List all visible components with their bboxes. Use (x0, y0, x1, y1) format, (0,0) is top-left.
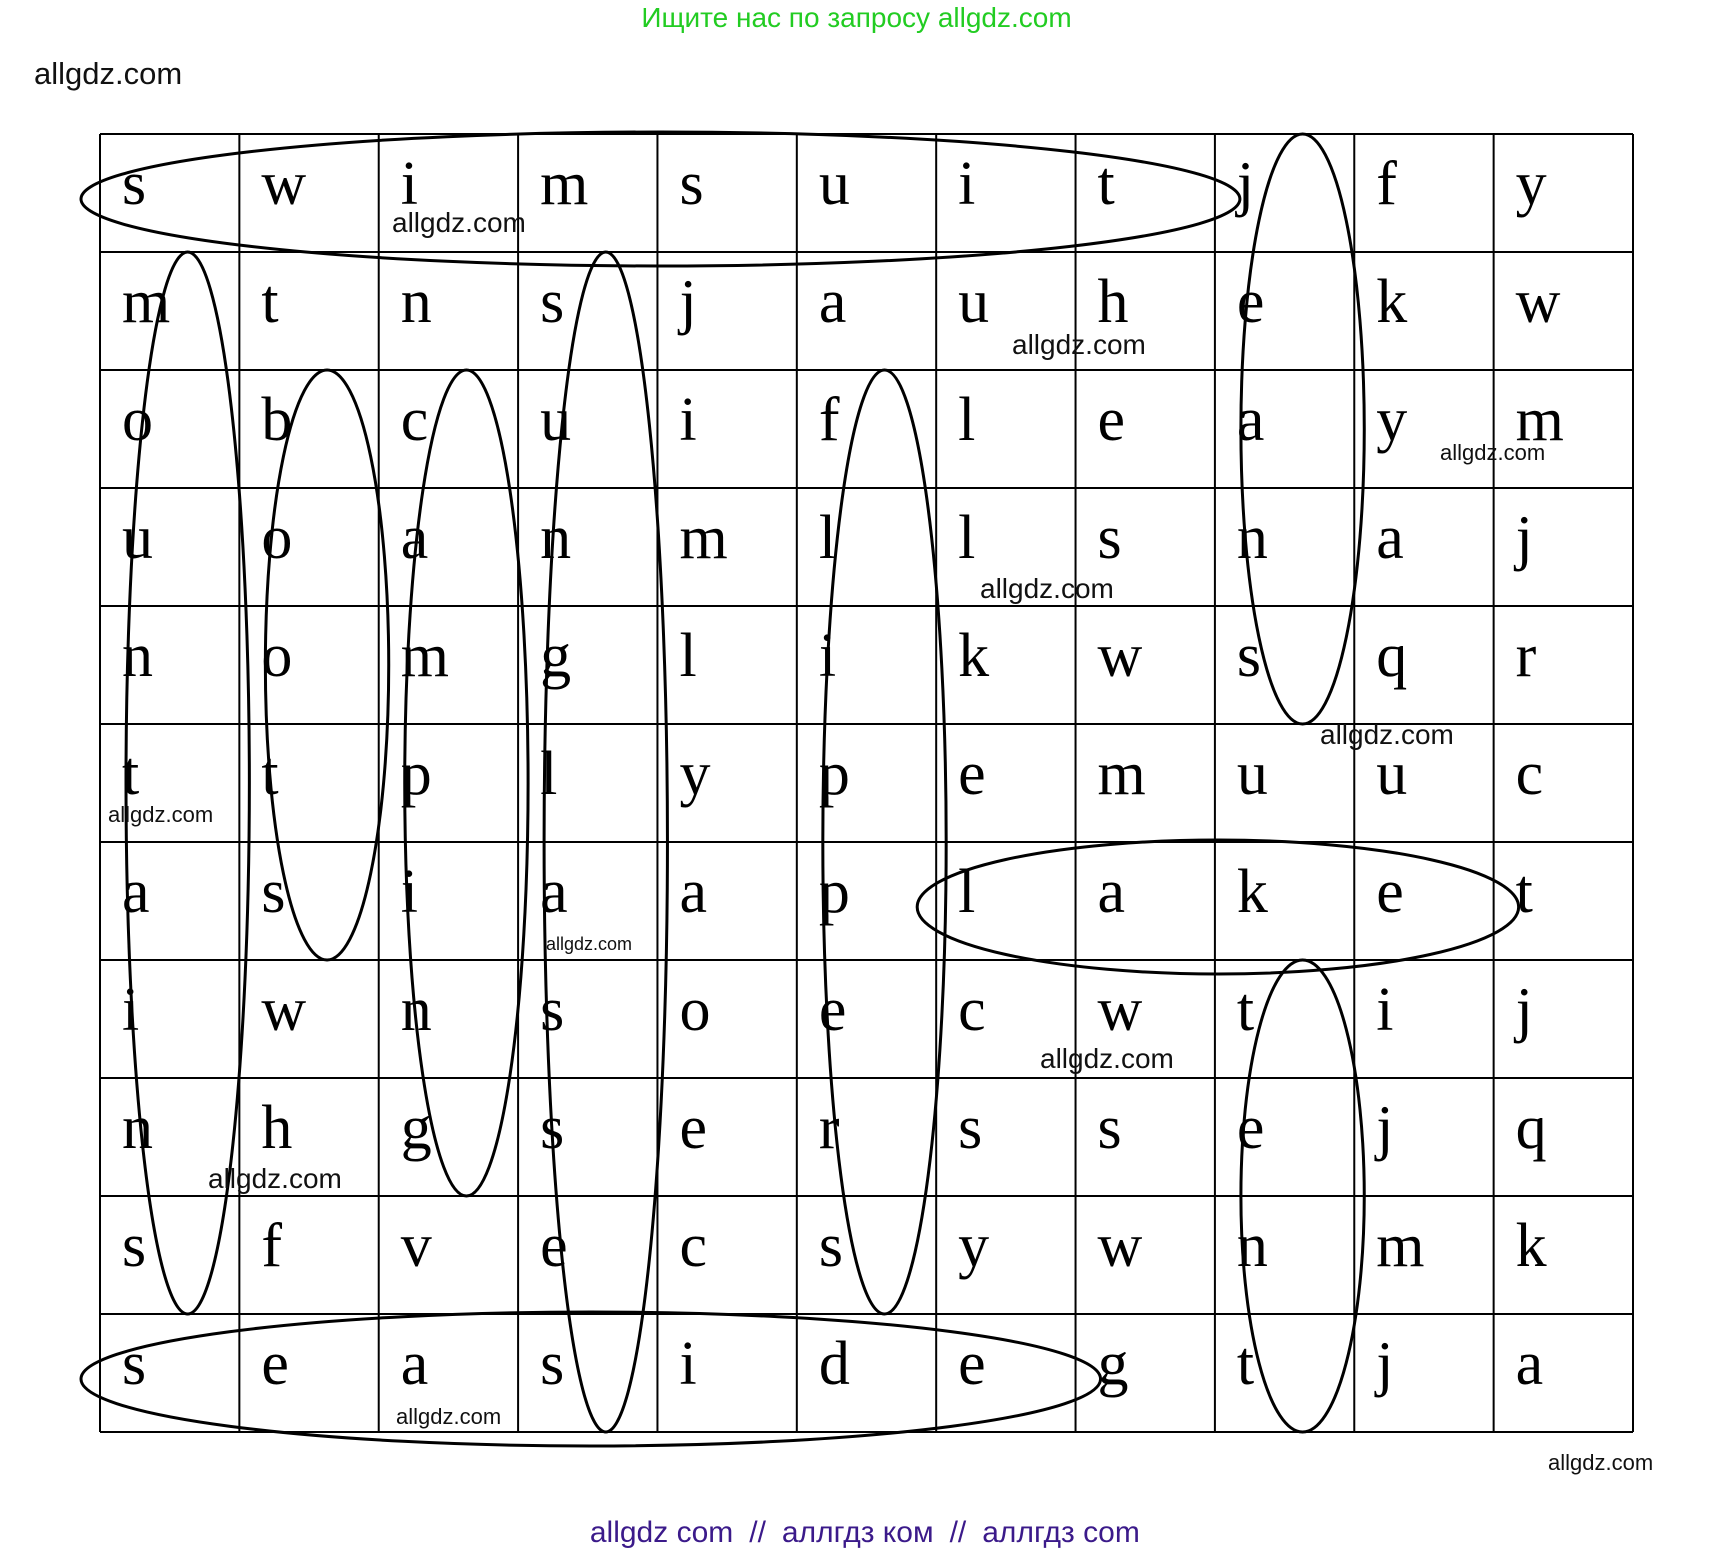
grid-cell-letter: i (1376, 976, 1394, 1044)
grid-cell-letter: i (679, 1330, 697, 1398)
grid-cell-letter: t (1236, 1330, 1255, 1398)
grid-cell-letter: i (400, 150, 418, 218)
grid-cell-letter: e (818, 976, 847, 1044)
grid-cell-letter: k (1515, 1212, 1547, 1280)
grid-cell-letter: v (400, 1212, 432, 1280)
grid-cell-letter: p (400, 740, 432, 808)
corner-site-label: allgdz.com (34, 56, 183, 91)
grid-cell-letter: e (261, 1330, 289, 1398)
grid-cell-letter: s (1236, 622, 1262, 690)
watermark-text: allgdz.com (208, 1163, 342, 1194)
separator-2: // (949, 1516, 967, 1549)
grid-cell-letter: j (1515, 976, 1533, 1044)
grid-cell-letter: b (261, 386, 293, 454)
grid-cell-letter: t (1097, 150, 1115, 218)
grid-cell-letter: a (679, 858, 707, 926)
grid-cell-letter: s (540, 268, 565, 336)
found-word-ellipses (81, 132, 1519, 1446)
grid-cell-letter: c (958, 976, 986, 1044)
grid-cell-letter: s (1097, 1094, 1122, 1162)
grid-cell-letter: l (818, 504, 837, 572)
grid-cell-letter: s (122, 1330, 147, 1398)
grid-cell-letter: t (1515, 858, 1533, 926)
grid-cell-letter: d (818, 1330, 850, 1398)
grid-cell-letter: w (1097, 622, 1143, 690)
grid-cell-letter: q (1515, 1094, 1547, 1162)
watermark-text: allgdz.com (1040, 1043, 1174, 1074)
grid-cell-letter: m (679, 504, 728, 572)
grid-cell-letter: h (261, 1094, 293, 1162)
grid-cell-letter: w (1097, 976, 1143, 1044)
grid-cell-letter: u (1376, 740, 1408, 808)
grid-cell-letter: s (540, 1094, 565, 1162)
grid-cell-letter: s (540, 976, 565, 1044)
grid-cell-letter: a (1236, 386, 1265, 454)
grid-cell-letter: e (958, 740, 986, 808)
grid-cell-letter: c (400, 386, 429, 454)
grid-cell-letter: s (122, 150, 147, 218)
grid-cell-letter: y (679, 740, 711, 808)
grid-cell-letter: e (679, 1094, 707, 1162)
word-ellipse-swimsuit (81, 132, 1240, 266)
grid-cell-letter: o (261, 622, 293, 690)
grid-cell-letter: t (261, 740, 279, 808)
grid-cell-letter: s (818, 1212, 843, 1280)
grid-cell-letter: g (1097, 1330, 1129, 1398)
bottom-link-2[interactable]: аллгдз ком (781, 1516, 934, 1549)
grid-cell-letter: a (122, 858, 150, 926)
word-ellipse-lake (917, 840, 1518, 974)
watermark-text: allgdz.com (1548, 1450, 1654, 1475)
grid-cell-letter: a (400, 1330, 429, 1398)
bottom-link-3[interactable]: аллгдз com (982, 1516, 1140, 1549)
grid-cell-letter: r (818, 1094, 840, 1162)
word-ellipse-mountains (126, 252, 249, 1314)
grid-cell-letter: s (261, 858, 286, 926)
watermark-text: allgdz.com (392, 207, 526, 238)
grid-cell-letter: n (122, 1094, 153, 1162)
grid-cell-letter: n (1236, 504, 1268, 572)
grid-cell-letter: j (1236, 150, 1255, 218)
grid-cell-letter: u (540, 386, 572, 454)
grid-cell-letter: a (1376, 504, 1404, 572)
grid-cell-letter: m (540, 150, 589, 218)
grid-cell-letter: e (1376, 858, 1404, 926)
grid-cell-letter: s (122, 1212, 147, 1280)
grid-cell-letter: e (958, 1330, 986, 1398)
grid-cell-letter: e (540, 1212, 568, 1280)
grid-cell-letter: k (1236, 858, 1268, 926)
grid-cell-letter: u (122, 504, 153, 572)
grid-cell-letter: o (122, 386, 153, 454)
grid-cell-letter: m (1515, 386, 1564, 454)
watermark-text: allgdz.com (546, 934, 633, 954)
grid-cell-letter: c (679, 1212, 707, 1280)
grid-cell-letter: i (679, 386, 697, 454)
grid-cell-letter: l (679, 622, 697, 690)
grid-cell-letter: f (261, 1212, 283, 1280)
grid-cell-letter: s (1097, 504, 1122, 572)
grid-cell-letter: k (958, 622, 990, 690)
grid-cell-letter: j (679, 268, 697, 336)
grid-cell-letter: a (540, 858, 568, 926)
grid-cell-letter: s (679, 150, 704, 218)
grid-cell-letter: p (818, 740, 850, 808)
grid-cell-letter: r (1515, 622, 1537, 690)
grid-cell-letter: t (1236, 976, 1255, 1044)
grid-cell-letter: p (818, 858, 850, 926)
grid-cell-letter: m (122, 268, 171, 336)
grid-cell-letter: i (400, 858, 418, 926)
grid-cell-letter: u (958, 268, 990, 336)
grid-cell-letter: j (1376, 1330, 1394, 1398)
grid-cell-letter: f (818, 386, 840, 454)
grid-cell-letter: u (818, 150, 850, 218)
grid-cell-letter: a (1515, 1330, 1544, 1398)
grid-cell-letter: j (1376, 1094, 1394, 1162)
grid-cell-letter: j (1515, 504, 1533, 572)
grid-cell-letter: f (1376, 150, 1397, 218)
grid-cell-letter: e (1097, 386, 1126, 454)
watermark-text: allgdz.com (1012, 329, 1146, 360)
grid-cell-letter: q (1376, 622, 1408, 690)
grid-cell-letter: a (818, 268, 847, 336)
grid-cell-letter: l (958, 504, 976, 572)
grid-cell-letter: a (400, 504, 429, 572)
separator-1: // (749, 1516, 766, 1549)
grid-cell-letter: w (1097, 1212, 1143, 1280)
watermark-text: allgdz.com (108, 802, 214, 827)
grid-cell-letter: u (1236, 740, 1268, 808)
watermark-text: allgdz.com (980, 573, 1114, 604)
grid-cell-letter: g (540, 622, 572, 690)
top-banner: Ищите нас по запросу allgdz.com (641, 2, 1072, 33)
grid-cell-letter: l (958, 858, 976, 926)
grid-cell-letter: n (400, 268, 432, 336)
grid-cell-letter: a (1097, 858, 1126, 926)
grid-cell-letter: n (400, 976, 432, 1044)
grid-cell-letter: m (1376, 1212, 1425, 1280)
grid-cell-letter: y (1376, 386, 1408, 454)
grid-cell-letter: e (1236, 268, 1265, 336)
grid-cell-letter: w (261, 150, 307, 218)
grid-cell-letter: k (1376, 268, 1408, 336)
grid-cell-letter: y (958, 1212, 990, 1280)
grid-cell-letter: t (122, 740, 140, 808)
grid-cell-letter: o (261, 504, 293, 572)
grid-cell-letter: l (958, 386, 976, 454)
grid-cell-letter: e (1236, 1094, 1265, 1162)
grid-cell-letter: c (1515, 740, 1544, 808)
grid-cell-letter: o (679, 976, 711, 1044)
grid-cell-letter: w (1515, 268, 1561, 336)
watermark-text: allgdz.com (1440, 440, 1546, 465)
grid-cell-letter: n (540, 504, 572, 572)
grid-cell-letter: h (1097, 268, 1129, 336)
watermark-text: allgdz.com (396, 1404, 502, 1429)
grid-cell-letter: l (540, 740, 558, 808)
grid-cell-letter: n (122, 622, 153, 690)
grid-cell-letter: s (958, 1094, 983, 1162)
grid-cell-letter: w (261, 976, 307, 1044)
grid-cell-letter: i (958, 150, 976, 218)
grid-cell-letter: n (1236, 1212, 1268, 1280)
grid-cell-letter: i (122, 976, 140, 1044)
grid-cell-letter: s (540, 1330, 565, 1398)
grid-cell-letter: y (1515, 150, 1547, 218)
bottom-links (0, 1482, 1713, 1550)
grid-letters (122, 150, 1564, 1398)
grid-cell-letter: g (400, 1094, 432, 1162)
grid-cell-letter: m (400, 622, 449, 690)
word-ellipse-seaside (81, 1312, 1101, 1446)
grid-cell-letter: i (818, 622, 837, 690)
bottom-link-1[interactable]: allgdz com (589, 1516, 734, 1549)
grid-cell-letter: m (1097, 740, 1146, 808)
grid-cell-letter: t (261, 268, 279, 336)
watermark-text: allgdz.com (1320, 719, 1454, 750)
